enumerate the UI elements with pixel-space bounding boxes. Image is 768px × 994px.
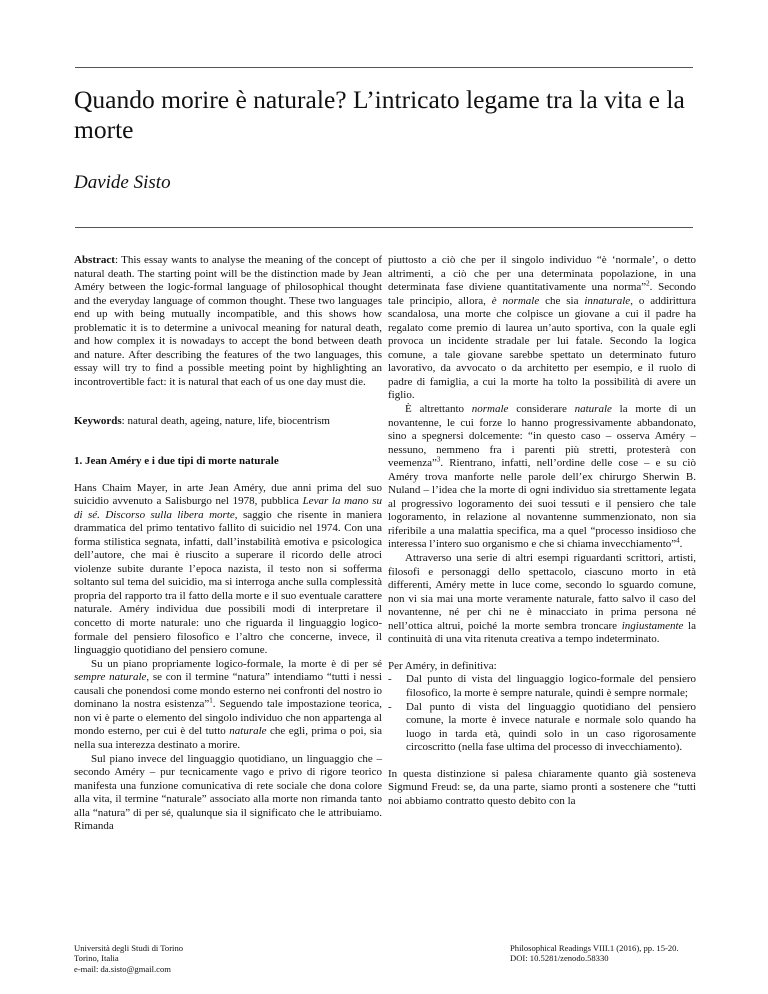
paragraph: Hans Chaim Mayer, in arte Jean Améry, due anni prima del suo suicidio avvenuto a Salisburgo nel 1978, pubblica Levar la mano su di sé. Discorso sulla libera morte, saggio che risente in maniera drammatica del primo tentativo fallito di suicidio nel 1974. Con una forma stilistica segnata, infatti, dall’instabilità emotiva e psicologica dell’autore, che mai è riuscito a superare il ricordo delle atroci violenze subite durante l’epoca nazista, il testo non si sofferma soltanto sul tema del suicidio, ma si interroga anche sulla complessità propria del rapporto tra il fatto della morte e il suo eventuale carattere naturale. Améry individua due possibili modi di interpretare il concetto di morte naturale: uno che riguarda il linguaggio logico-formale del pensiero filosofico e l’altro che concerne, invece, il linguaggio quotidiano del pensiero comune. bbox=[74, 481, 382, 657]
list-item: - Dal punto di vista del linguaggio quotidiano del pensiero comune, la morte è invece naturale e normale solo quando ha luogo in tarda età, quindi solo in un caso rigorosamente circoscritto (nella fase ultima del processo di invecchiamento). bbox=[388, 701, 696, 755]
header-rule bbox=[75, 227, 693, 228]
affiliation-line: Torino, Italia bbox=[74, 953, 119, 964]
paragraph: Sul piano invece del linguaggio quotidiano, un linguaggio che – secondo Améry – pur tecnicamente vago e privo di rigore teorico manifesta una funzione comunicativa di rete sociale che dona colore alla vita, il termine “naturale” associato alla morte non rimanda tanto alla “natura” di per sé, qualunque sia il significato che le attribuiamo. Rimanda bbox=[74, 752, 382, 833]
paragraph: In questa distinzione si palesa chiaramente quanto già sosteneva Sigmund Freud: se, da una parte, siamo pronti a sostenere che “tutti noi abbiamo contratto questo debito con la bbox=[388, 767, 696, 807]
keywords-text: : natural death, ageing, nature, life, biocentrism bbox=[121, 415, 330, 428]
footnote-ref: 3 bbox=[436, 455, 441, 464]
keywords bbox=[74, 415, 382, 429]
keywords-label: Keywords bbox=[74, 415, 122, 428]
affiliation-line: Università degli Studi di Torino bbox=[74, 943, 184, 953]
paragraph: Attraverso una serie di altri esempi riguardanti scrittori, artisti, filosofi e personaggi dello spettacolo, ciascuno morto in età differenti, Améry mette in luce come, secondo lo sguardo comune, non vi sia mai una morte veramente naturale, fatto salvo il caso del novantenne, né per chi ne è minacciato in prima persona né nell’ottica altrui, poiché la morte sembra troncare ingiustamente la continuità di una vita ritenuta creativa a tempo indeterminato. bbox=[388, 552, 696, 646]
paragraph: Su un piano propriamente logico-formale, la morte è di per sé sempre naturale, se con il termine “natura” intendiamo “tutti i nessi causali che ponendosi come mondo esterno nei confronti del nostro io dominano la nostra esistenza”$^1$. Seguendo tale impostazione teorica, non vi è parte o elemento del singolo individuo che non appartenga al mondo esterno, per cui è del tutto naturale che egli, prima o poi, sia nella sua interezza destinato a morire. bbox=[74, 657, 383, 751]
footnote-ref: 1 bbox=[209, 696, 213, 705]
doi-line: DOI: 10.5281/zenodo.58330 bbox=[510, 953, 609, 964]
footer-citation bbox=[510, 943, 679, 964]
citation-line: Philosophical Readings VIII.1 (2016), pp. 15-20. bbox=[510, 943, 679, 953]
email-line: e-mail: da.sisto@gmail.com bbox=[74, 963, 171, 974]
footnote-ref: 4 bbox=[676, 536, 680, 545]
abstract-label: Abstract bbox=[74, 254, 115, 266]
left-column bbox=[74, 254, 382, 834]
paragraph: piuttosto a ciò che per il singolo individuo “è ‘normale’, o detto altrimenti, a ciò che per una determinata popolazione, in una determinata fase diviene quantitativamente una norma”$^2$. Secondo tale principio, allora, è normale che sia innaturale, o addirittura scandalosa, una morte che colpisce un giovane a cui il padre ha regalato come premio di laurea un’auto sportiva, con la quale egli provoca un incidente stradale per lui fatale. Secondo la logica comune, a tale giovane sarebbe spettato un determinato futuro lavorativo, da avvocato o da architetto per esempio, e il ruolo di padre di famiglia, a cui la morte ha tolto la possibilità di avere un figlio. bbox=[388, 254, 697, 402]
abstract bbox=[74, 254, 382, 389]
list-item: - Dal punto di vista del linguaggio logico-formale del pensiero filosofico, la morte è sempre naturale, quindi è sempre normale; bbox=[388, 673, 696, 700]
dash-list bbox=[388, 673, 696, 754]
author-name: Davide Sisto bbox=[74, 172, 171, 193]
right-column bbox=[388, 254, 696, 808]
abstract-text: : This essay wants to analyse the meaning of the concept of natural death. The starting point will be the distinction made by Jean Améry between the logic-formal language of philosophical thought and the everyday language of common thought. These two languages end up with being mutually incompatible, and this shows how problematic it is to determine a univocal meaning for natural death, and how complex it is nowadays to accept the bond between death and nature. After describing the features of the two languages, this essay will try to find a possible meeting point by highlighting an incontrovertible fact: it is natural that each of us one day must die. bbox=[74, 254, 382, 388]
footnote-ref: 2 bbox=[646, 279, 650, 288]
footer-affiliation bbox=[74, 943, 183, 974]
paragraph: Per Améry, in definitiva: bbox=[388, 659, 497, 672]
paragraph: È altrettanto normale considerare naturale la morte di un novantenne, le cui forze lo hanno progressivamente abbandonato, sino a spegnersi dolcemente: “in questo caso – osserva Améry – nessuno, nemmeno fra i parenti più stretti, protesterà con veemenza”$^3$. Rientrano, infatti, nell’ordine delle cose – e su ciò Améry trova manforte nelle parole dell’ex chirurgo Sherwin B. Nuland – l’idea che la morte di ogni individuo sia strettamente legata al progressivo logoramento dei suoi tessuti e il pensiero che tale logoramento, in relazione al novantenne summenzionato, non sia riferibile a una malattia specifica, ma a quel “processo insidioso che interessa l’intero suo organismo e che si chiama invecchiamento”$^4$. bbox=[388, 403, 696, 551]
top-rule bbox=[75, 67, 693, 68]
section-heading: 1. Jean Améry e i due tipi di morte naturale bbox=[74, 455, 279, 468]
paper-title: Quando morire è naturale? L’intricato legame tra la vita e la morte bbox=[74, 85, 685, 144]
